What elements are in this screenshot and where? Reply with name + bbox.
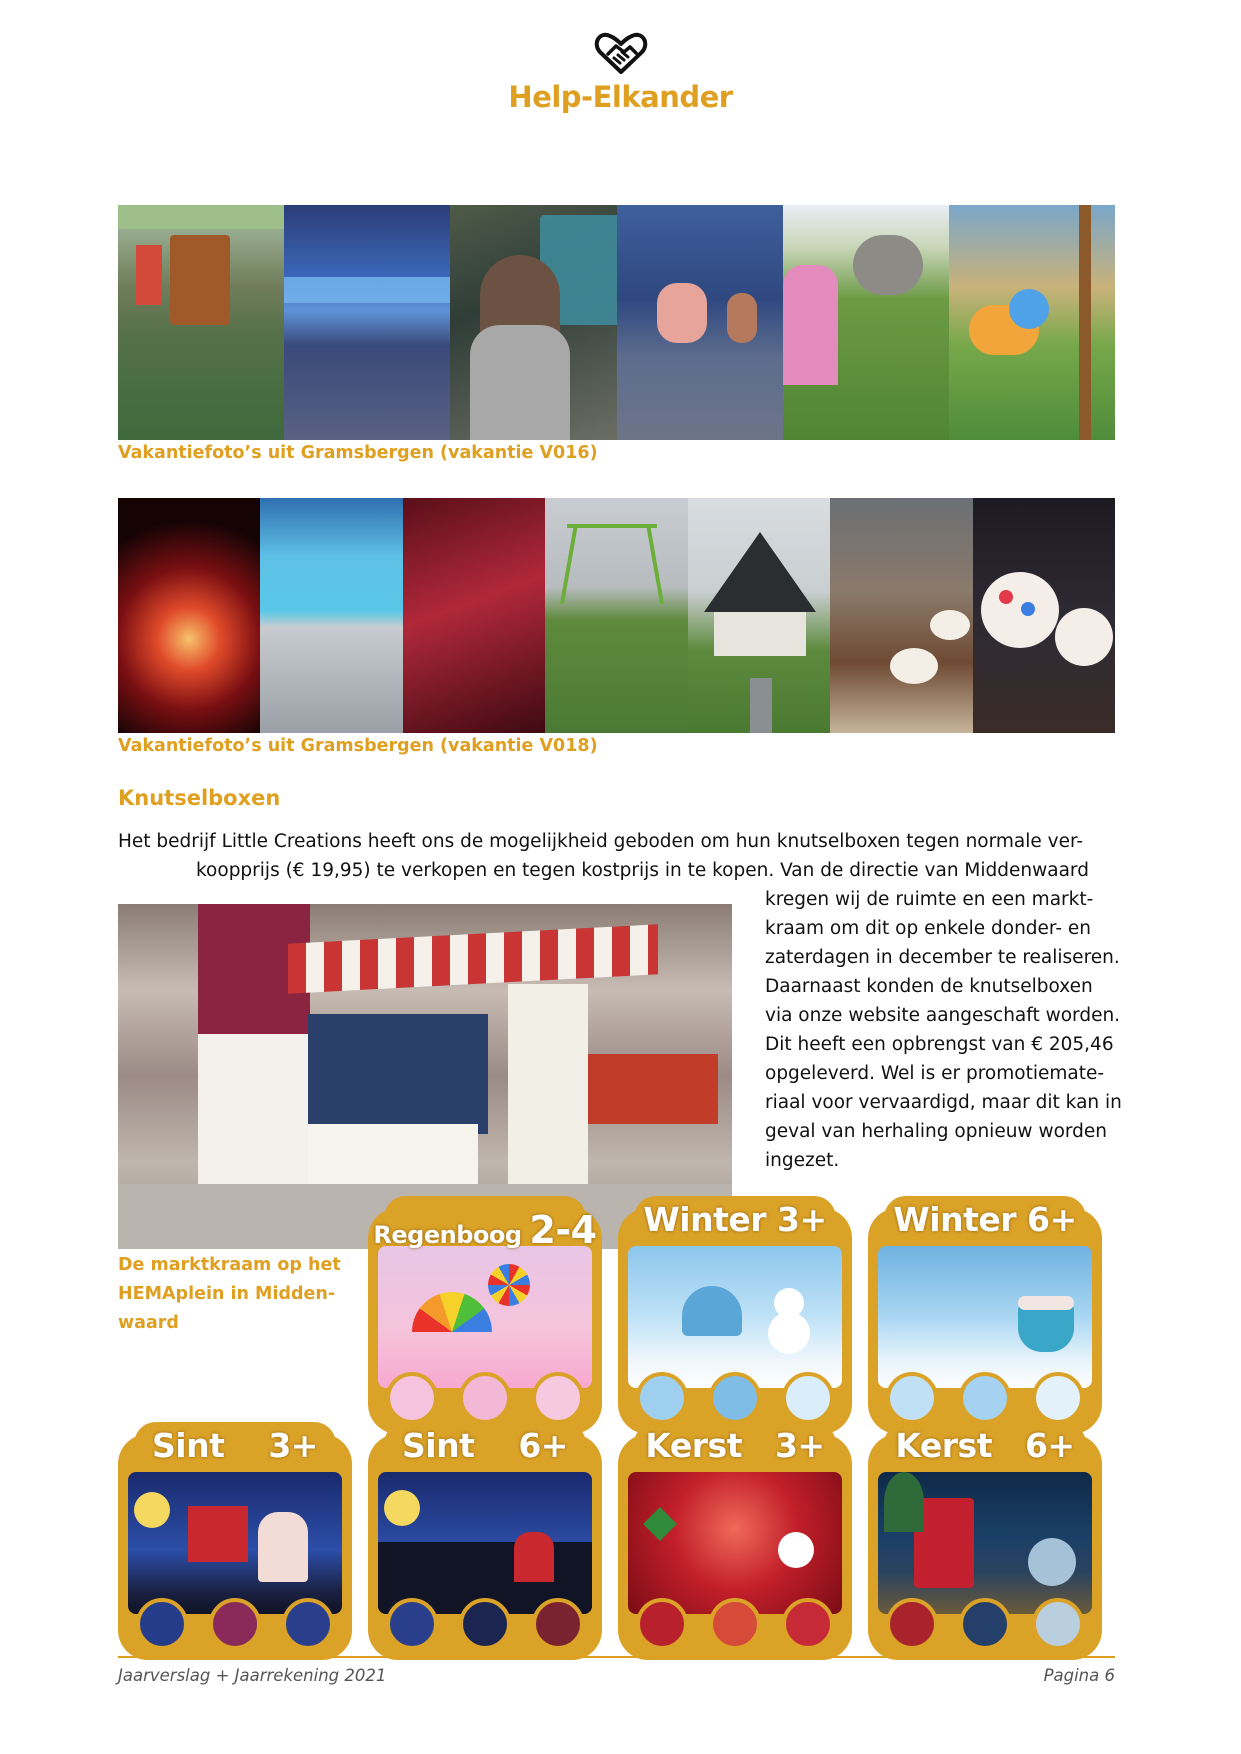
caption-v016: Vakantiefoto’s uit Gramsbergen (vakantie V016) bbox=[118, 443, 598, 463]
winter-thumb bbox=[959, 1372, 1011, 1424]
side-line-3: zaterdagen in december te realiseren. bbox=[765, 947, 1120, 968]
craftbox-age: 3+ bbox=[774, 1426, 825, 1465]
photo-strip-v016 bbox=[118, 205, 1115, 440]
sint-thumb bbox=[209, 1598, 261, 1650]
craftbox-name: Kerst bbox=[895, 1426, 992, 1465]
kerst-thumb bbox=[1032, 1598, 1084, 1650]
winter-cocoa-scene bbox=[878, 1246, 1092, 1388]
rainbow-thumb bbox=[386, 1372, 438, 1424]
craftbox-title bbox=[368, 1426, 602, 1465]
sint-thumb bbox=[386, 1598, 438, 1650]
kerst-red-scene bbox=[628, 1472, 842, 1614]
winter-thumb bbox=[1032, 1372, 1084, 1424]
craftbox-name: Winter bbox=[893, 1200, 1016, 1239]
play-area-photo bbox=[949, 205, 1115, 440]
mask-crafts-photo bbox=[973, 498, 1115, 733]
winter-thumb bbox=[636, 1372, 688, 1424]
indoor-playground-photo bbox=[118, 205, 284, 440]
market-caption-line: HEMAplein in Midden- bbox=[118, 1284, 336, 1304]
sint-thumb bbox=[136, 1598, 188, 1650]
rainbow-scene bbox=[378, 1246, 592, 1388]
craftbox-title bbox=[618, 1200, 852, 1239]
craftbox-age: 6+ bbox=[1024, 1426, 1075, 1465]
side-line-2: kraam om dit op enkele donder- en bbox=[765, 918, 1092, 939]
sint-thumb bbox=[459, 1598, 511, 1650]
kerst-thumb bbox=[959, 1598, 1011, 1650]
kerst-thumb bbox=[782, 1598, 834, 1650]
footer-page-number: Pagina 6 bbox=[1043, 1666, 1115, 1685]
side-line-7: opgeleverd. Wel is er promotiemate- bbox=[765, 1063, 1105, 1084]
craftbox-age: 3+ bbox=[777, 1200, 827, 1239]
side-line-1: kregen wij de ruimte en een markt- bbox=[765, 889, 1094, 910]
craftbox-age: 2-4 bbox=[529, 1208, 597, 1252]
craftbox-winter-6 bbox=[868, 1200, 1102, 1434]
swimming-pool-photo bbox=[260, 498, 402, 733]
market-caption-line: waard bbox=[118, 1313, 179, 1333]
craftbox-title bbox=[868, 1200, 1102, 1239]
craftbox-title bbox=[868, 1426, 1102, 1465]
craftbox-title bbox=[118, 1426, 352, 1465]
market-caption-line: De marktkraam op het bbox=[118, 1255, 341, 1275]
winter-snowman-scene bbox=[628, 1246, 842, 1388]
side-line-9: geval van herhaling opnieuw worden bbox=[765, 1121, 1108, 1142]
paragraph-line-2: koopprijs (€ 19,95) te verkopen en tegen kostprijs in te kopen. Van de directie van Middenwaard bbox=[196, 860, 1089, 881]
kerst-thumb bbox=[636, 1598, 688, 1650]
sint-horse-scene bbox=[128, 1472, 342, 1614]
craftbox-sint-6 bbox=[368, 1426, 602, 1660]
craftbox-name: Kerst bbox=[645, 1426, 742, 1465]
paragraph-line-1: Het bedrijf Little Creations heeft ons de mogelijkheid geboden om hun knutselboxen tegen normale ver- bbox=[118, 831, 1084, 852]
kerst-thumb bbox=[709, 1598, 761, 1650]
logo-text: Help-Elkander bbox=[508, 80, 733, 114]
side-line-10: ingezet. bbox=[765, 1150, 840, 1171]
playground-swing-photo bbox=[545, 498, 687, 733]
side-line-6: Dit heeft een opbrengst van € 205,46 bbox=[765, 1034, 1114, 1055]
side-line-8: riaal voor vervaardigd, maar dit kan in bbox=[765, 1092, 1122, 1113]
winter-thumb bbox=[709, 1372, 761, 1424]
pool-children-photo bbox=[617, 205, 783, 440]
lollipop-thumb bbox=[459, 1372, 511, 1424]
child-donkey-photo bbox=[783, 205, 949, 440]
market-caption bbox=[118, 1251, 341, 1338]
heart-handshake-icon bbox=[594, 32, 648, 76]
sint-houses-scene bbox=[378, 1472, 592, 1614]
holiday-cottage-photo bbox=[688, 498, 830, 733]
child-aquarium-photo bbox=[450, 205, 616, 440]
craftbox-age: 3+ bbox=[268, 1426, 318, 1465]
craftbox-regenboog-2-4 bbox=[368, 1208, 602, 1434]
craftbox-winter-3 bbox=[618, 1200, 852, 1434]
craftbox-sint-3 bbox=[118, 1426, 352, 1660]
sint-thumb bbox=[532, 1598, 584, 1650]
craftbox-name: Sint bbox=[402, 1426, 475, 1465]
craftbox-age: 6+ bbox=[1027, 1200, 1077, 1239]
side-line-4: Daarnaast konden de knutselboxen bbox=[765, 976, 1093, 997]
winter-thumb bbox=[782, 1372, 834, 1424]
campfire-photo bbox=[118, 498, 260, 733]
footer-rule bbox=[118, 1656, 1115, 1658]
craftbox-title bbox=[368, 1208, 602, 1252]
kerst-thumb bbox=[886, 1598, 938, 1650]
craftbox-name: Winter bbox=[643, 1200, 766, 1239]
crafts-table-photo bbox=[830, 498, 972, 733]
section-heading: Knutselboxen bbox=[118, 786, 281, 810]
sweets-thumb bbox=[532, 1372, 584, 1424]
photo-strip-v018 bbox=[118, 498, 1115, 733]
winter-thumb bbox=[886, 1372, 938, 1424]
red-light-room-photo bbox=[403, 498, 545, 733]
kerst-birdhouse-scene bbox=[878, 1472, 1092, 1614]
indoor-pool-photo bbox=[284, 205, 450, 440]
craftbox-kerst-3 bbox=[618, 1426, 852, 1660]
logo bbox=[0, 32, 1241, 114]
craftbox-title bbox=[618, 1426, 852, 1465]
craftbox-name: Sint bbox=[152, 1426, 225, 1465]
side-line-5: via onze website aangeschaft worden. bbox=[765, 1005, 1121, 1026]
footer-report-title: Jaarverslag + Jaarrekening 2021 bbox=[118, 1666, 387, 1685]
craftbox-kerst-6 bbox=[868, 1426, 1102, 1660]
sint-thumb bbox=[282, 1598, 334, 1650]
craftbox-age: 6+ bbox=[518, 1426, 568, 1465]
craftbox-name: Regenboog bbox=[373, 1221, 522, 1249]
caption-v018: Vakantiefoto’s uit Gramsbergen (vakantie V018) bbox=[118, 736, 598, 756]
